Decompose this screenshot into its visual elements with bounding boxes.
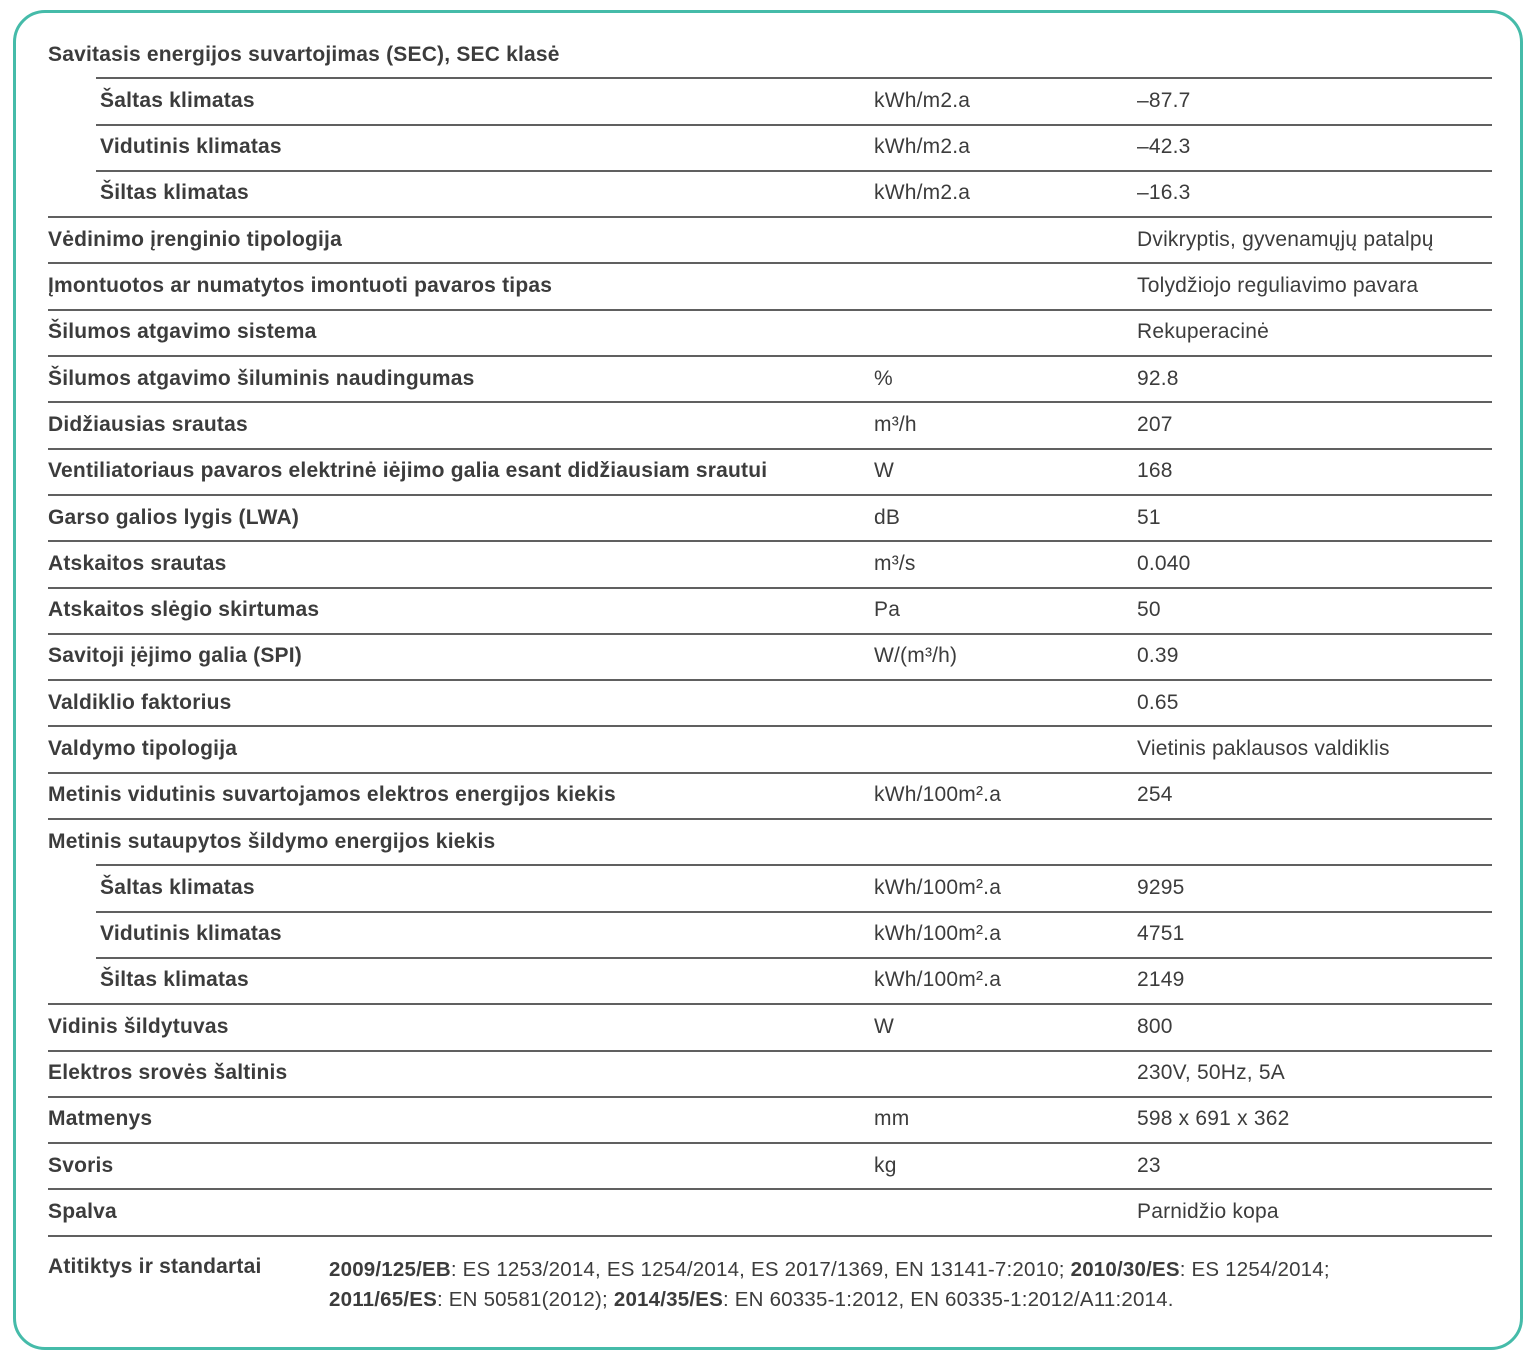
row-unit	[874, 46, 1137, 62]
row-unit: kWh/100m².a	[874, 922, 1002, 946]
table-row	[48, 633, 1492, 679]
row-value: 92.8	[1137, 366, 1179, 390]
row-unit: kWh/100m².a	[874, 783, 1002, 807]
row-unit	[874, 694, 1137, 710]
row-label: Valdymo tipologija	[48, 737, 238, 760]
table-row	[48, 262, 1492, 308]
row-label: Šaltas klimatas	[100, 875, 255, 899]
row-unit: kWh/m2.a	[874, 88, 971, 112]
table-row	[48, 587, 1492, 633]
row-label: Elektros srovės šaltinis	[48, 1061, 288, 1085]
row-value	[1137, 833, 1492, 849]
row-label: Atskaitos slėgio skirtumas	[48, 598, 320, 622]
row-label: Vidinis šildytuvas	[48, 1014, 229, 1038]
row-value: 0.040	[1137, 551, 1191, 575]
row-unit: kWh/100m².a	[874, 875, 1002, 899]
row-label: Svoris	[48, 1153, 114, 1177]
row-unit	[874, 833, 1137, 849]
row-label: Šiltas klimatas	[100, 968, 249, 992]
row-unit	[874, 1065, 1137, 1081]
table-row	[48, 1142, 1492, 1188]
row-label: Ventiliatoriaus pavaros elektrinė iėjimo galia esant didžiausiam srautui	[48, 459, 768, 483]
table-row	[48, 957, 1492, 1003]
table-row	[48, 355, 1492, 401]
row-value: 2149	[1137, 968, 1185, 992]
row-value: 23	[1137, 1153, 1161, 1177]
row-unit: W	[874, 1014, 895, 1038]
row-label: Šaltas klimatas	[100, 88, 255, 112]
row-label: Matmenys	[48, 1107, 153, 1131]
row-label: Atskaitos srautas	[48, 551, 227, 575]
standard-directive: 2011/65/ES	[329, 1288, 438, 1312]
row-label: Spalva	[48, 1199, 117, 1223]
table-row	[48, 448, 1492, 494]
row-value: Dvikryptis, gyvenamųjų patalpų	[1137, 227, 1434, 251]
row-label: Savitoji įėjimo galia (SPI)	[48, 644, 302, 668]
row-unit: Pa	[874, 598, 901, 622]
row-value: 800	[1137, 1014, 1173, 1038]
row-value: Rekuperacinė	[1137, 320, 1269, 344]
standard-list: : ES 1253/2014, ES 1254/2014, ES 2017/1369, EN 13141-7:2010;	[450, 1257, 1071, 1281]
row-label: Metinis vidutinis suvartojamos elektros energijos kiekis	[48, 783, 616, 807]
row-value: 168	[1137, 459, 1173, 483]
row-value: 254	[1137, 783, 1173, 807]
table-row	[48, 1050, 1492, 1096]
table-row	[48, 216, 1492, 262]
standard-directive: 2014/35/ES	[613, 1288, 723, 1312]
row-value: –87.7	[1137, 88, 1191, 112]
row-label: Šilumos atgavimo šiluminis naudingumas	[48, 366, 475, 390]
table-row	[48, 31, 1492, 77]
row-value	[1137, 46, 1492, 62]
row-value: 50	[1137, 598, 1161, 622]
row-label: Valdiklio faktorius	[48, 690, 232, 714]
table-row	[48, 864, 1492, 910]
row-unit: W/(m³/h)	[874, 644, 958, 668]
table-row	[48, 124, 1492, 170]
row-value: 230V, 50Hz, 5A	[1137, 1061, 1285, 1085]
row-value: 9295	[1137, 875, 1185, 899]
standard-directive: 2010/30/ES	[1070, 1257, 1180, 1281]
row-value: 207	[1137, 412, 1173, 436]
row-unit: dB	[874, 505, 901, 529]
row-label: Garso galios lygis (LWA)	[48, 505, 300, 529]
row-value: 598 x 691 x 362	[1137, 1107, 1290, 1131]
standard-directive: 2009/125/EB	[329, 1257, 451, 1281]
compliance-text	[329, 1255, 1492, 1317]
row-value: Parnidžio kopa	[1137, 1199, 1279, 1223]
table-row	[48, 77, 1492, 123]
row-label: Šilumos atgavimo sistema	[48, 320, 317, 344]
row-label: Vidutinis klimatas	[100, 922, 282, 946]
row-label: Vėdinimo įrenginio tipologija	[48, 227, 342, 251]
table-row	[48, 679, 1492, 725]
standard-list: : ES 1254/2014;	[1179, 1257, 1330, 1281]
row-unit	[874, 278, 1137, 294]
table-row	[48, 540, 1492, 586]
row-unit: kWh/m2.a	[874, 181, 971, 205]
row-value: 4751	[1137, 922, 1185, 946]
spec-sheet-frame	[13, 10, 1523, 1350]
table-row	[48, 1188, 1492, 1234]
row-unit	[874, 231, 1137, 247]
table-row	[48, 494, 1492, 540]
row-unit: %	[874, 366, 893, 390]
spec-table	[48, 31, 1492, 1235]
row-unit: kWh/m2.a	[874, 135, 971, 159]
row-unit: W	[874, 459, 895, 483]
table-row	[48, 911, 1492, 957]
row-value: –42.3	[1137, 135, 1191, 159]
table-row	[48, 1096, 1492, 1142]
table-row	[48, 309, 1492, 355]
compliance-row	[48, 1235, 1492, 1331]
row-unit: kg	[874, 1153, 897, 1177]
table-row	[48, 725, 1492, 771]
row-unit: mm	[874, 1107, 910, 1131]
row-value: 51	[1137, 505, 1161, 529]
row-label: Savitasis energijos suvartojimas (SEC), SEC klasė	[48, 42, 560, 66]
row-value: –16.3	[1137, 181, 1191, 205]
row-value: Vietinis paklausos valdiklis	[1137, 737, 1390, 760]
row-unit	[874, 1204, 1137, 1220]
row-unit: kWh/100m².a	[874, 968, 1002, 992]
standard-list: : EN 50581(2012);	[437, 1288, 614, 1312]
row-value: Tolydžiojo reguliavimo pavara	[1137, 274, 1419, 298]
row-label: Įmontuotos ar numatytos imontuoti pavaros tipas	[48, 274, 553, 298]
row-label: Metinis sutaupytos šildymo energijos kiekis	[48, 829, 496, 853]
table-row	[48, 401, 1492, 447]
row-label: Šiltas klimatas	[100, 181, 249, 205]
row-unit: m³/h	[874, 412, 917, 436]
row-unit: m³/s	[874, 551, 916, 575]
compliance-label: Atitiktys ir standartai	[48, 1254, 262, 1278]
row-label: Didžiausias srautas	[48, 412, 248, 436]
table-row	[48, 170, 1492, 216]
row-value: 0.65	[1137, 690, 1179, 714]
row-label: Vidutinis klimatas	[100, 135, 282, 159]
row-unit	[874, 741, 1137, 757]
table-row	[48, 1003, 1492, 1049]
row-value: 0.39	[1137, 644, 1179, 668]
table-row	[48, 818, 1492, 864]
table-row	[48, 772, 1492, 818]
row-unit	[874, 324, 1137, 340]
standard-list: : EN 60335-1:2012, EN 60335-1:2012/A11:2014.	[723, 1288, 1174, 1312]
